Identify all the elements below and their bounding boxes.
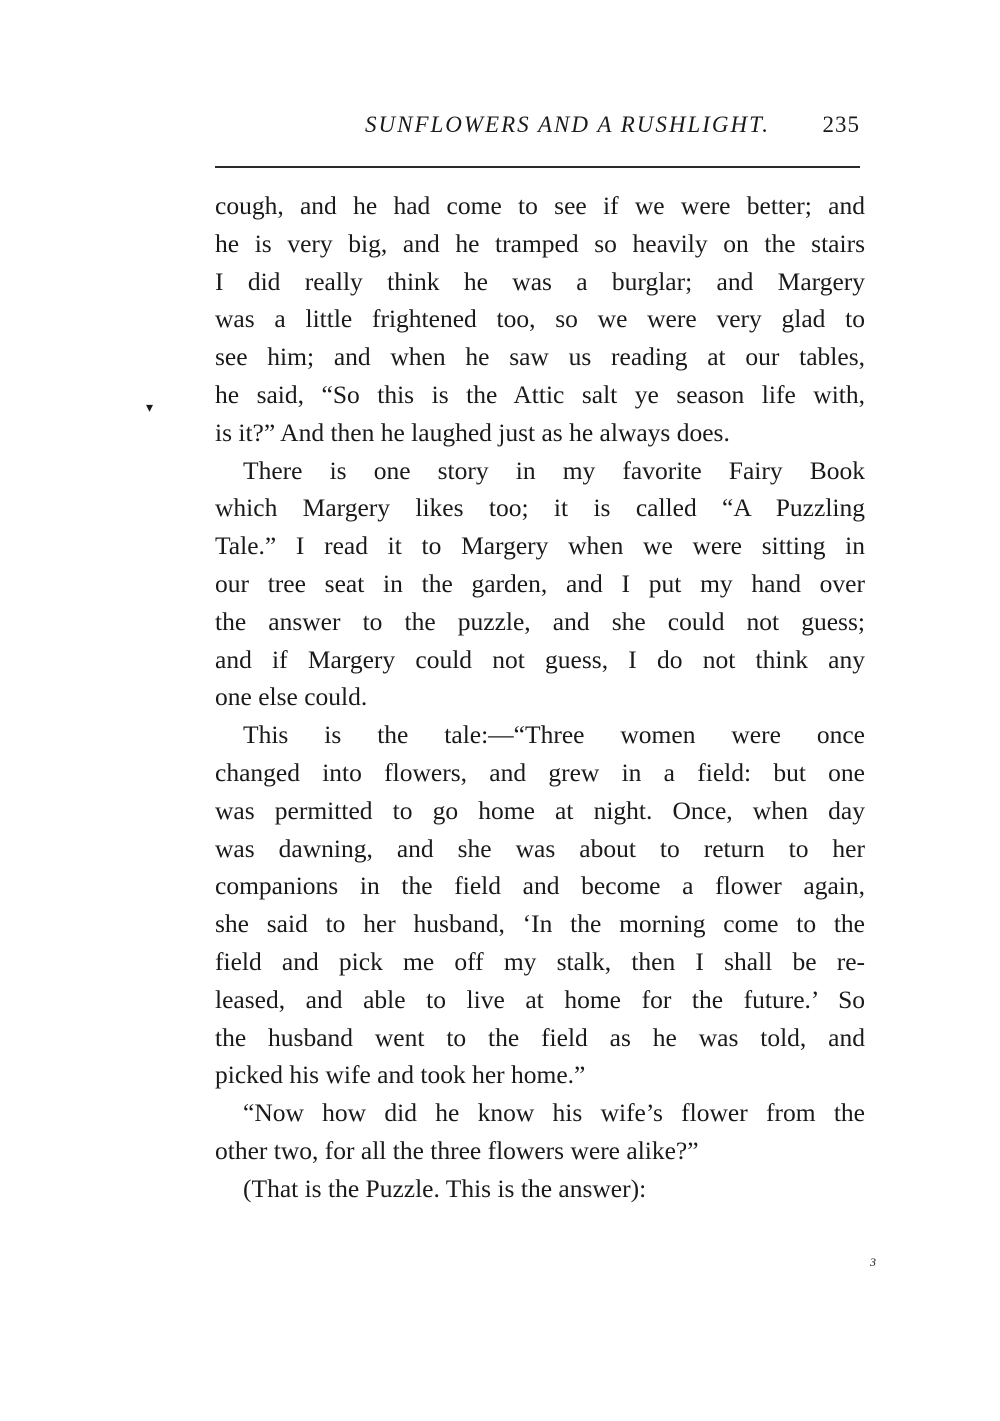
text-line: he is very big, and he tramped so heavily on the stairs <box>215 228 865 258</box>
text-line: cough, and he had come to see if we were better; and <box>215 191 865 220</box>
text-line: other two, for all the three flowers were alike?” <box>215 1135 699 1165</box>
text-line: and if Margery could not guess, I do not think any <box>215 644 865 674</box>
text-line: Tale.” I read it to Margery when we were sitting in <box>215 531 865 561</box>
text-line: the husband went to the field as he was told, and <box>215 1022 865 1052</box>
margin-mark: ▾ <box>146 401 154 416</box>
running-title: SUNFLOWERS AND A RUSHLIGHT. <box>365 112 770 137</box>
text-line: which Margery likes too; it is called “A Puzzling <box>215 493 865 523</box>
page-number: 235 <box>822 112 860 137</box>
text-line: picked his wife and took her home.” <box>215 1060 586 1090</box>
text-line: was a little frightened too, so we were very glad to <box>215 304 865 334</box>
text-line: is it?” And then he laughed just as he always does. <box>215 417 730 447</box>
text-line: changed into flowers, and grew in a field: but one <box>215 757 865 787</box>
text-line: see him; and when he saw us reading at our tables, <box>215 342 865 372</box>
signature-mark: 3 <box>870 1255 876 1269</box>
text-line: companions in the field and become a flower again, <box>215 871 865 901</box>
running-head <box>215 112 860 152</box>
text-line: he said, “So this is the Attic salt ye season life with, <box>215 379 865 409</box>
paragraph-start: This is the tale:—“Three women were once <box>243 720 865 750</box>
text-line: she said to her husband, ‘In the morning come to the <box>215 909 865 939</box>
text-line: the answer to the puzzle, and she could not guess; <box>215 606 865 636</box>
paragraph-start: “Now how did he know his wife’s flower from the <box>243 1098 865 1128</box>
text-line: leased, and able to live at home for the future.’ So <box>215 984 865 1014</box>
text-line: was dawning, and she was about to return to her <box>215 833 865 863</box>
text-line: was permitted to go home at night. Once, when day <box>215 795 865 825</box>
text-line: our tree seat in the garden, and I put my hand over <box>215 568 865 598</box>
paragraph-start: (That is the Puzzle. This is the answer): <box>243 1173 647 1203</box>
header-rule <box>215 166 860 168</box>
text-line: field and pick me off my stalk, then I shall be re- <box>215 946 865 976</box>
text-line: I did really think he was a burglar; and Margery <box>215 266 865 296</box>
text-line: one else could. <box>215 682 368 712</box>
paragraph-start: There is one story in my favorite Fairy Book <box>243 455 865 485</box>
body-text <box>215 187 865 1208</box>
